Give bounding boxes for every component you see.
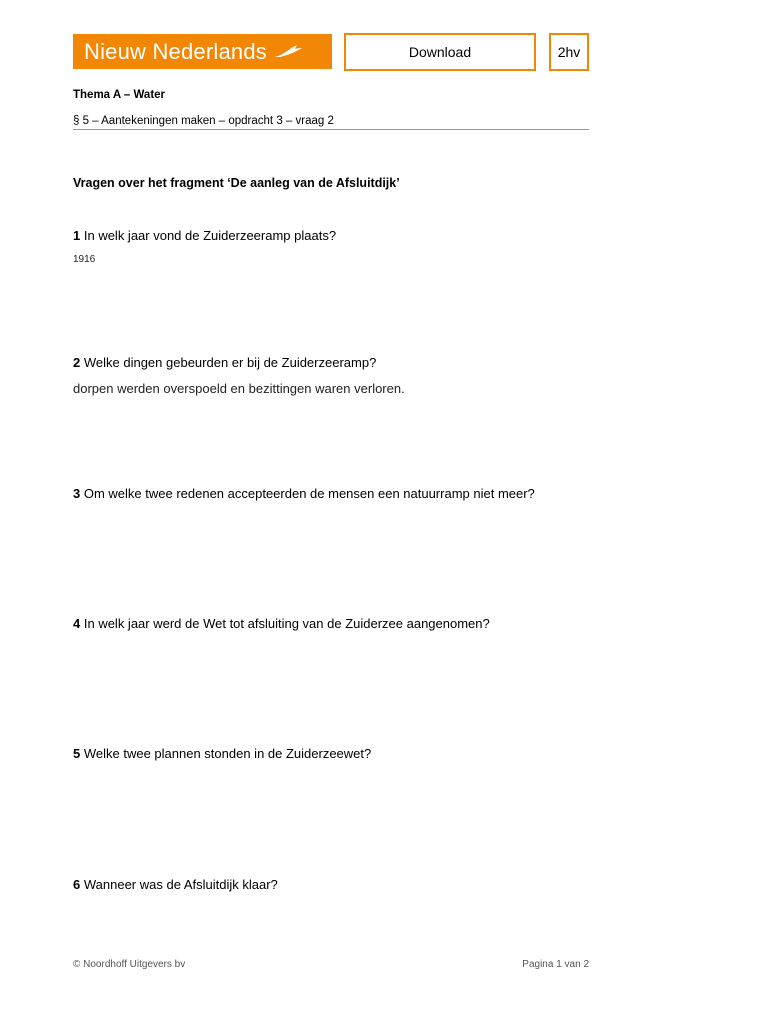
question-number: 1 [73, 228, 81, 243]
page-heading: Vragen over het fragment ‘De aanleg van de Afsluitdijk’ [73, 176, 400, 190]
question-3 [73, 486, 535, 501]
question-number: 3 [73, 486, 81, 501]
question-text: Welke twee plannen stonden in de Zuiderzeewet? [83, 746, 372, 761]
answer-1: 1916 [73, 254, 96, 265]
question-text: Om welke twee redenen accepteerden de mensen een natuurramp niet meer? [83, 486, 535, 501]
question-5 [73, 746, 371, 761]
question-text: In welk jaar vond de Zuiderzeeramp plaats? [83, 228, 337, 243]
question-number: 6 [73, 877, 81, 892]
logo-text: Nieuw Nederlands [84, 38, 267, 64]
question-1 [73, 228, 336, 243]
download-button[interactable] [344, 33, 536, 71]
question-number: 2 [73, 355, 81, 370]
download-label: Download [408, 44, 472, 60]
section-subtitle: § 5 – Aantekeningen maken – opdracht 3 – vraag 2 [73, 115, 334, 127]
footer-page-number: Pagina 1 van 2 [522, 959, 589, 970]
question-number: 5 [73, 746, 81, 761]
question-text: Welke dingen gebeurden er bij de Zuiderzeeramp? [83, 355, 377, 370]
answer-2: dorpen werden overspoeld en bezittingen waren verloren. [73, 381, 405, 396]
question-2 [73, 355, 376, 370]
header-divider [73, 129, 589, 130]
level-badge [549, 33, 589, 71]
question-text: Wanneer was de Afsluitdijk klaar? [83, 877, 278, 892]
question-number: 4 [73, 616, 81, 631]
logo [73, 34, 332, 69]
question-6 [73, 877, 278, 892]
question-text: In welk jaar werd de Wet tot afsluiting van de Zuiderzee aangenomen? [83, 616, 490, 631]
swoosh-icon [273, 44, 303, 60]
question-4 [73, 616, 490, 631]
footer-copyright: © Noordhoff Uitgevers bv [73, 959, 186, 970]
level-label: 2hv [557, 44, 581, 60]
theme-title: Thema A – Water [73, 89, 166, 101]
